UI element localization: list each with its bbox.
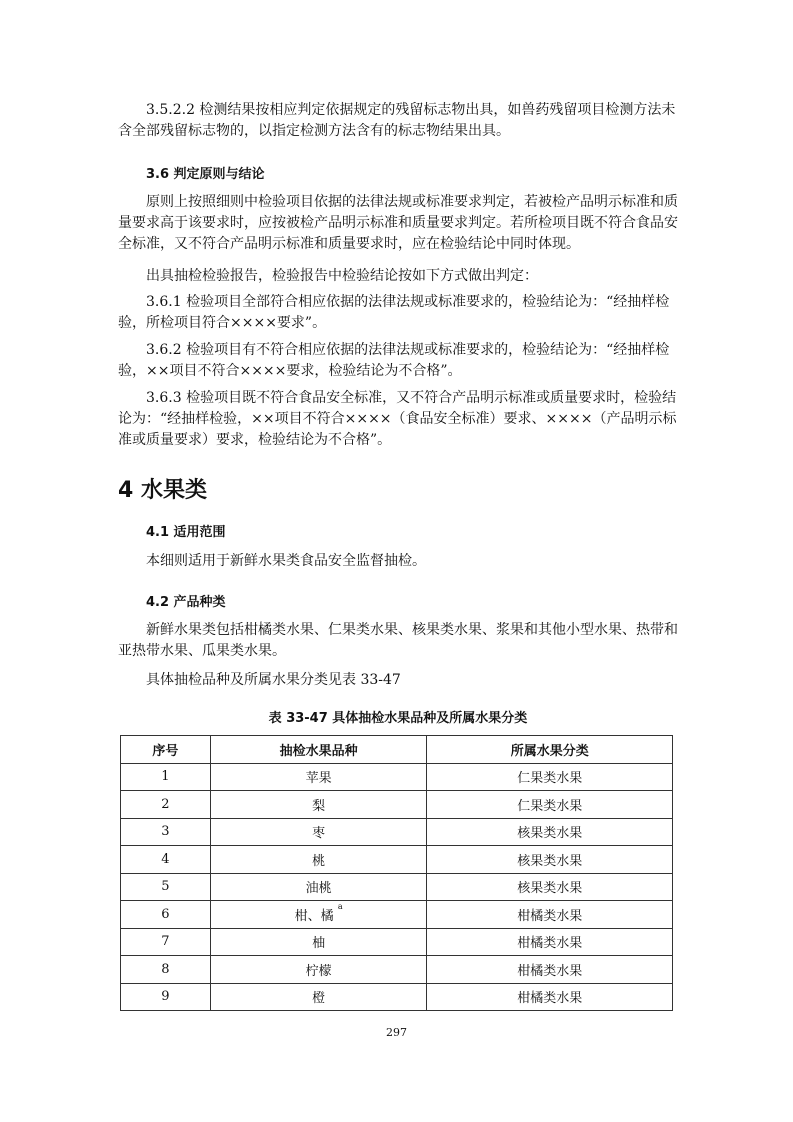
- cell-index-text: 8: [161, 961, 170, 977]
- table-row: [121, 763, 673, 791]
- cell-index: [121, 956, 211, 984]
- table-row: [121, 818, 673, 846]
- cell-variety-text: 橙: [312, 991, 326, 1007]
- cell-category: [427, 928, 673, 956]
- para-3-6-3: 3.6.3 检验项目既不符合食品安全标准，又不符合产品明示标准或质量要求时，检验结论为：“经抽样检验，××项目不符合××××（食品安全标准）要求、××××（产品明示标准或质量要求）要求，检验结论为不合格”。: [118, 390, 677, 448]
- cell-variety-text: 桃: [312, 853, 326, 869]
- cell-category: [427, 818, 673, 846]
- cell-index-text: 5: [161, 879, 170, 895]
- table-row: [121, 791, 673, 819]
- cell-variety: [210, 928, 427, 956]
- table-row: [121, 901, 673, 929]
- cell-index-text: 7: [161, 934, 170, 950]
- cell-category-text: 柑橘类水果: [517, 908, 583, 924]
- table-row: [121, 956, 673, 984]
- cell-variety-text: 柚: [312, 936, 326, 952]
- cell-index-text: 3: [161, 824, 170, 840]
- header-variety: 抽检水果品种: [210, 736, 427, 764]
- cell-variety: [210, 901, 427, 929]
- cell-category-text: 仁果类水果: [517, 798, 583, 814]
- cell-index-text: 2: [161, 796, 170, 812]
- cell-index: [121, 791, 211, 819]
- page-number: 297: [386, 1026, 407, 1039]
- table-row: [121, 846, 673, 874]
- table-row: [121, 983, 673, 1011]
- para-3-6-2: 3.6.2 检验项目有不符合相应依据的法律法规或标准要求的，检验结论为：“经抽样检验，××项目不符合××××要求，检验结论为不合格”。: [118, 342, 670, 379]
- para-table-ref: 具体抽检品种及所属水果分类见表 33-47: [146, 672, 401, 688]
- cell-category-text: 核果类水果: [517, 826, 583, 842]
- cell-index: [121, 873, 211, 901]
- cell-variety-text: 梨: [312, 798, 326, 814]
- cell-category-text: 核果类水果: [517, 853, 583, 869]
- cell-category: [427, 901, 673, 929]
- fruit-table: [120, 735, 673, 1011]
- table-row: [121, 873, 673, 901]
- cell-variety: [210, 983, 427, 1011]
- cell-index-text: 1: [161, 769, 170, 785]
- para-principle: 原则上按照细则中检验项目依据的法律法规或标准要求判定，若被检产品明示标准和质量要求高于该要求时，应按被检产品明示标准和质量要求判定。若所检项目既不符合食品安全标准，又不符合产品明示标准和质量要求时，应在检验结论中同时体现。: [118, 194, 678, 252]
- cell-category: [427, 873, 673, 901]
- cell-variety-text: 油桃: [305, 881, 332, 897]
- cell-variety: [210, 763, 427, 791]
- cell-variety-text: 苹果: [305, 771, 332, 787]
- cell-category-text: 核果类水果: [517, 881, 583, 897]
- para-3-5-2-2-cont: 含全部残留标志物的，以指定检测方法含有的标志物结果出具。: [118, 123, 510, 139]
- cell-variety: [210, 791, 427, 819]
- heading-4-2: 4.2 产品种类: [146, 595, 226, 610]
- cell-category-text: 柑橘类水果: [517, 963, 583, 979]
- cell-category: [427, 956, 673, 984]
- heading-4-1: 4.1 适用范围: [146, 525, 226, 540]
- cell-category: [427, 791, 673, 819]
- cell-category: [427, 846, 673, 874]
- para-scope: 本细则适用于新鲜水果类食品安全监督抽检。: [146, 553, 426, 569]
- cell-variety-text: 柠檬: [305, 963, 332, 979]
- cell-category-text: 柑橘类水果: [517, 991, 583, 1007]
- footnote-marker: a: [337, 901, 343, 911]
- para-3-5-2-2: 3.5.2.2 检测结果按相应判定依据规定的残留标志物出具，如兽药残留项目检测方法未: [146, 102, 676, 118]
- cell-variety: [210, 846, 427, 874]
- cell-category: [427, 763, 673, 791]
- para-3-6-1: 3.6.1 检验项目全部符合相应依据的法律法规或标准要求的，检验结论为：“经抽样检验，所检项目符合××××要求”。: [118, 294, 670, 331]
- table-caption: 表 33-47 具体抽检水果品种及所属水果分类: [268, 711, 528, 726]
- cell-index: [121, 846, 211, 874]
- heading-4: 4 水果类: [118, 478, 207, 503]
- header-category: 所属水果分类: [427, 736, 673, 764]
- header-index: 序号: [121, 736, 211, 764]
- cell-variety-text: 柑、橘: [294, 908, 334, 924]
- cell-index: [121, 818, 211, 846]
- cell-index: [121, 763, 211, 791]
- cell-variety: [210, 818, 427, 846]
- cell-category: [427, 983, 673, 1011]
- cell-index: [121, 901, 211, 929]
- cell-variety: [210, 956, 427, 984]
- cell-index-text: 4: [161, 851, 170, 867]
- cell-index: [121, 983, 211, 1011]
- table-row: [121, 928, 673, 956]
- cell-variety-text: 枣: [312, 826, 326, 842]
- para-report: 出具抽检检验报告，检验报告中检验结论按如下方式做出判定：: [146, 268, 538, 284]
- cell-category-text: 柑橘类水果: [517, 936, 583, 952]
- para-categories: 新鲜水果类包括柑橘类水果、仁果类水果、核果类水果、浆果和其他小型水果、热带和亚热带水果、瓜果类水果。: [118, 622, 678, 659]
- cell-index-text: 9: [161, 989, 170, 1005]
- heading-3-6: 3.6 判定原则与结论: [146, 167, 265, 182]
- cell-variety: [210, 873, 427, 901]
- cell-index-text: 6: [161, 906, 170, 922]
- cell-category-text: 仁果类水果: [517, 771, 583, 787]
- table-header-row: [121, 736, 673, 764]
- cell-index: [121, 928, 211, 956]
